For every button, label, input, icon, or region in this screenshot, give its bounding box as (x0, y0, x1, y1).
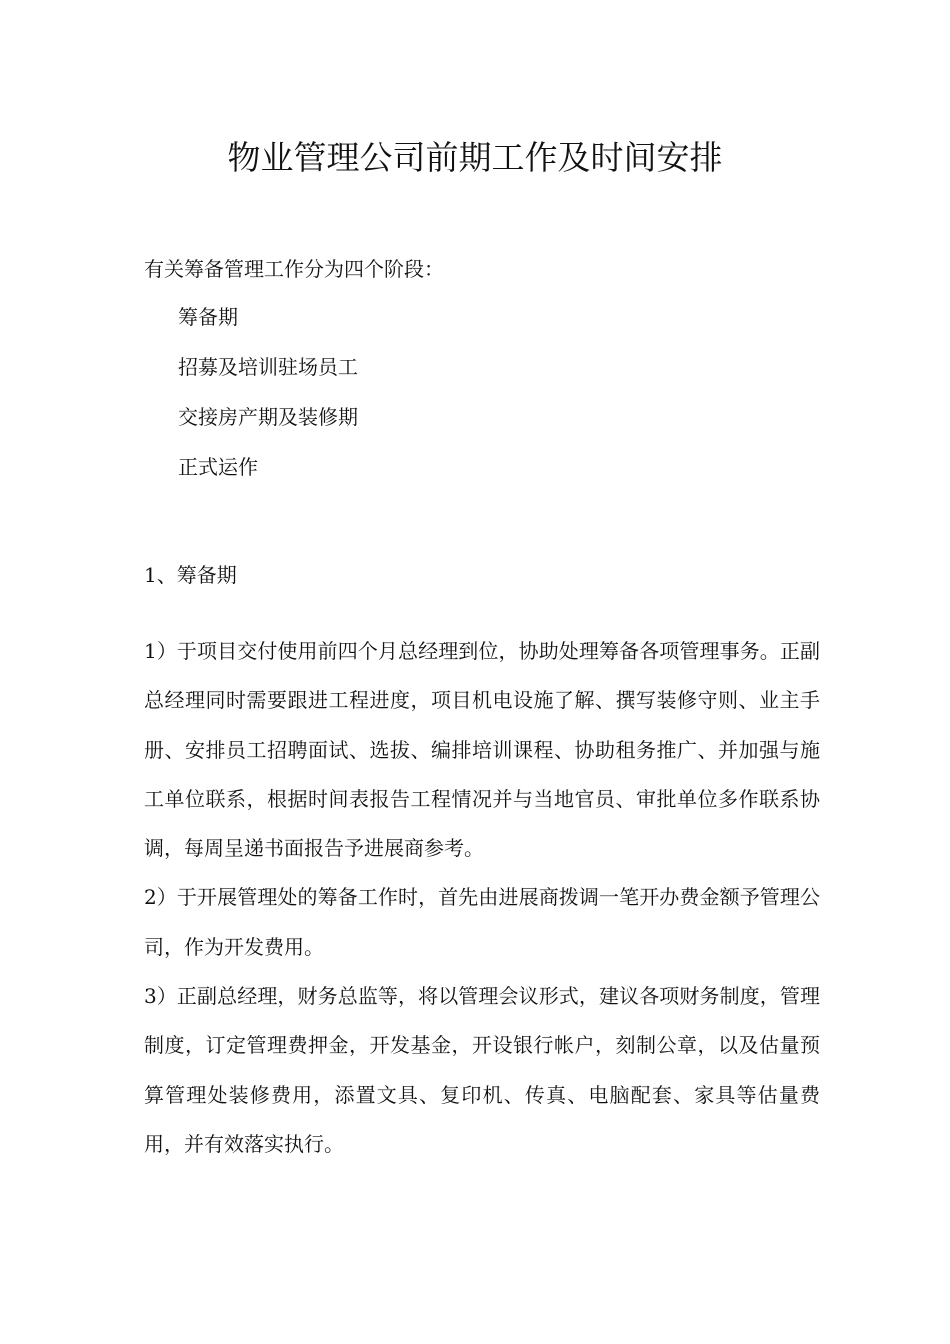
stage-list (178, 302, 358, 502)
document-title: 物业管理公司前期工作及时间安排 (227, 138, 723, 177)
paragraph: 2）于开展管理处的筹备工作时，首先由进展商拨调一笔开办费金额予管理公司，作为开发费用。 (144, 885, 820, 959)
stage-item: 正式运作 (178, 455, 258, 479)
section-body (144, 627, 820, 1169)
section-heading: 1、筹备期 (144, 563, 237, 587)
stage-item: 招募及培训驻场员工 (178, 355, 358, 379)
stage-item: 筹备期 (178, 305, 238, 329)
intro-text: 有关筹备管理工作分为四个阶段： (144, 257, 444, 281)
paragraph: 3）正副总经理，财务总监等，将以管理会议形式，建议各项财务制度，管理制度，订定管理费押金，开发基金，开设银行帐户，刻制公章，以及估量预算管理处装修费用，添置文具、复印机、传真、电脑配套、家具等估量费用，并有效落实执行。 (144, 984, 820, 1156)
paragraph: 1）于项目交付使用前四个月总经理到位，协助处理筹备各项管理事务。正副总经理同时需要跟进工程进度，项目机电设施了解、撰写装修守则、业主手册、安排员工招聘面试、选拔、编排培训课程、协助租务推广、并加强与施工单位联系，根据时间表报告工程情况并与当地官员、审批单位多作联系协调，每周呈递书面报告予进展商参考。 (144, 639, 820, 861)
stage-item: 交接房产期及装修期 (178, 405, 358, 429)
